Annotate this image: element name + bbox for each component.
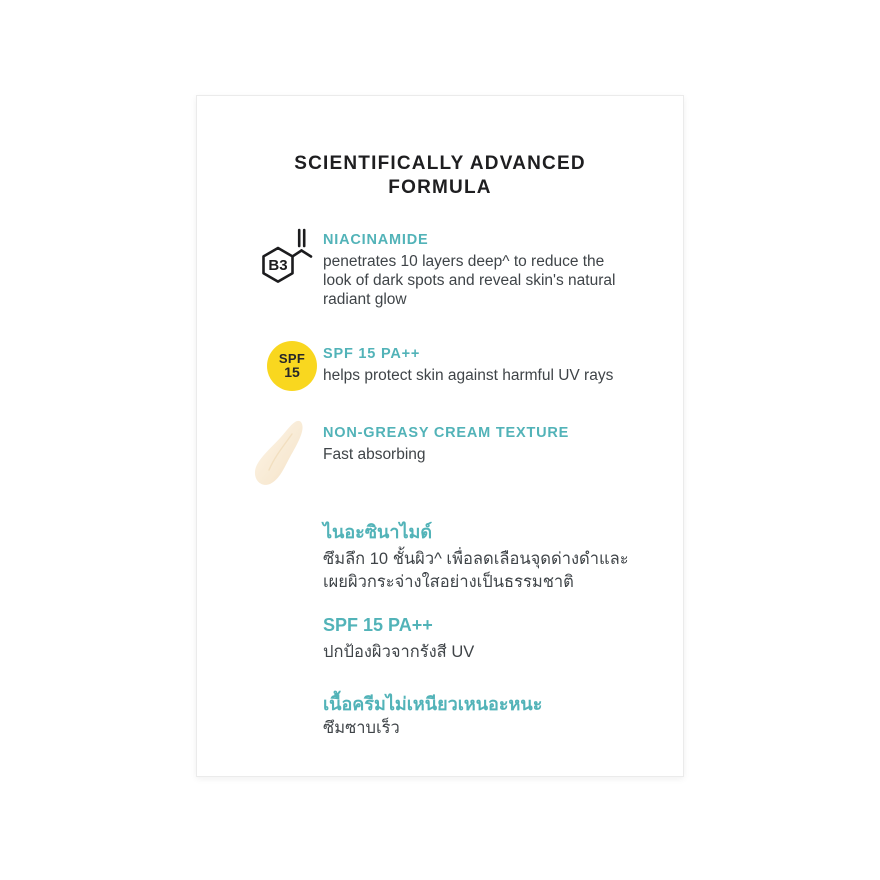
b3-icon-label: B3 <box>268 257 288 274</box>
feature-spf <box>323 344 613 385</box>
feature-spf-th-heading: SPF 15 PA++ <box>323 615 433 635</box>
feature-texture-heading: NON-GREASY CREAM TEXTURE <box>323 425 570 441</box>
feature-texture-th-body: ซึมซาบเร็ว <box>323 719 400 737</box>
info-card <box>196 95 684 777</box>
title-line-1: SCIENTIFICALLY ADVANCED <box>294 153 586 174</box>
cream-swatch-icon <box>251 416 311 494</box>
feature-spf-th-body: ปกป้องผิวจากรังสี UV <box>323 643 475 661</box>
spf-badge-number: 15 <box>284 364 300 381</box>
spf15-badge-icon <box>267 341 317 391</box>
feature-texture-body: Fast absorbing <box>323 446 426 463</box>
feature-texture-th-heading: เนื้อครีมไม่เหนียวเหนอะหนะ <box>323 694 543 714</box>
title-line-2: FORMULA <box>388 177 492 198</box>
feature-niacinamide-th-heading: ไนอะซินาไมด์ <box>323 522 433 542</box>
page-title <box>197 152 683 200</box>
feature-niacinamide-heading: NIACINAMIDE <box>323 232 429 248</box>
spf-badge-text: SPF <box>278 350 306 366</box>
feature-spf-body: helps protect skin against harmful UV rays <box>323 367 614 384</box>
feature-texture <box>323 423 569 464</box>
feature-niacinamide <box>323 230 615 309</box>
feature-niacinamide-body: penetrates 10 layers deep^ to reduce the look of dark spots and reveal skin's natural radiant glow <box>323 253 616 308</box>
feature-spf-heading: SPF 15 PA++ <box>323 346 421 362</box>
b3-molecule-icon <box>253 224 315 292</box>
feature-niacinamide-th-body: ซึมลึก 10 ชั้นผิว^ เพื่อลดเลือนจุดด่างดำและ เผยผิวกระจ่างใสอย่างเป็นธรรมชาติ <box>323 550 629 591</box>
